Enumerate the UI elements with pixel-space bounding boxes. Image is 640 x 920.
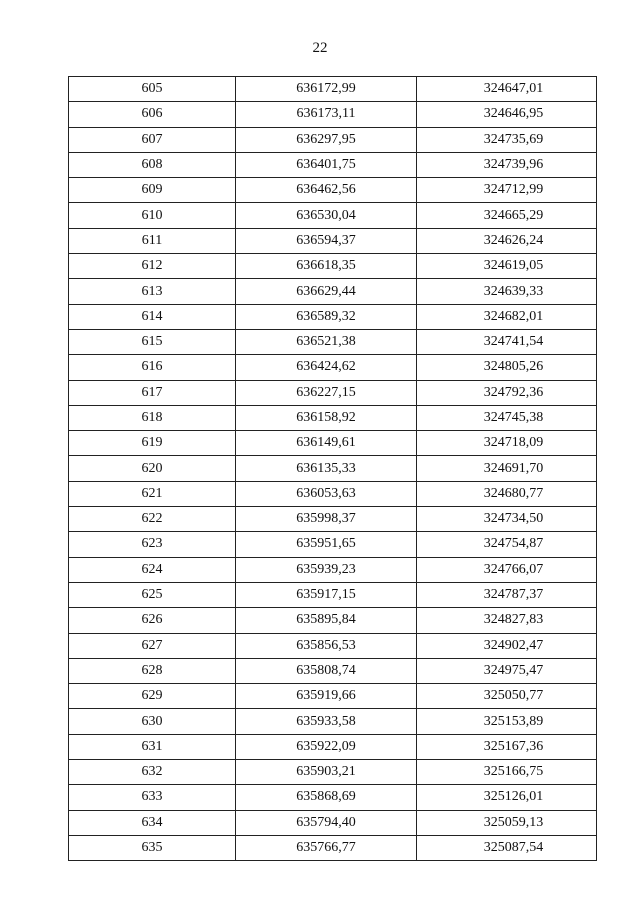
table-row	[69, 810, 597, 835]
point-number-cell: 606	[69, 102, 236, 127]
table-row	[69, 608, 597, 633]
table-row	[69, 785, 597, 810]
table-row	[69, 127, 597, 152]
x-coordinate-cell: 636594,37	[236, 228, 417, 253]
point-number-cell: 623	[69, 532, 236, 557]
point-number-cell: 609	[69, 178, 236, 203]
y-coordinate-cell: 324739,96	[417, 152, 597, 177]
table-row	[69, 835, 597, 860]
y-coordinate-cell: 324712,99	[417, 178, 597, 203]
y-coordinate-cell: 325059,13	[417, 810, 597, 835]
point-number-cell: 616	[69, 355, 236, 380]
table-row	[69, 734, 597, 759]
point-number-cell: 621	[69, 481, 236, 506]
y-coordinate-cell: 324718,09	[417, 431, 597, 456]
x-coordinate-cell: 636530,04	[236, 203, 417, 228]
y-coordinate-cell: 324827,83	[417, 608, 597, 633]
x-coordinate-cell: 636135,33	[236, 456, 417, 481]
point-number-cell: 629	[69, 684, 236, 709]
x-coordinate-cell: 635917,15	[236, 582, 417, 607]
point-number-cell: 627	[69, 633, 236, 658]
y-coordinate-cell: 324754,87	[417, 532, 597, 557]
point-number-cell: 635	[69, 835, 236, 860]
y-coordinate-cell: 325087,54	[417, 835, 597, 860]
coordinates-table-body	[69, 77, 597, 861]
point-number-cell: 610	[69, 203, 236, 228]
table-row	[69, 178, 597, 203]
y-coordinate-cell: 324647,01	[417, 77, 597, 102]
x-coordinate-cell: 635895,84	[236, 608, 417, 633]
point-number-cell: 619	[69, 431, 236, 456]
table-row	[69, 329, 597, 354]
table-row	[69, 304, 597, 329]
point-number-cell: 615	[69, 329, 236, 354]
point-number-cell: 628	[69, 658, 236, 683]
x-coordinate-cell: 636227,15	[236, 380, 417, 405]
x-coordinate-cell: 636297,95	[236, 127, 417, 152]
x-coordinate-cell: 636158,92	[236, 405, 417, 430]
x-coordinate-cell: 635919,66	[236, 684, 417, 709]
point-number-cell: 630	[69, 709, 236, 734]
table-row	[69, 355, 597, 380]
point-number-cell: 608	[69, 152, 236, 177]
x-coordinate-cell: 636618,35	[236, 254, 417, 279]
table-row	[69, 279, 597, 304]
point-number-cell: 617	[69, 380, 236, 405]
point-number-cell: 620	[69, 456, 236, 481]
y-coordinate-cell: 325153,89	[417, 709, 597, 734]
x-coordinate-cell: 636401,75	[236, 152, 417, 177]
point-number-cell: 614	[69, 304, 236, 329]
y-coordinate-cell: 325126,01	[417, 785, 597, 810]
x-coordinate-cell: 636629,44	[236, 279, 417, 304]
x-coordinate-cell: 636173,11	[236, 102, 417, 127]
y-coordinate-cell: 324735,69	[417, 127, 597, 152]
x-coordinate-cell: 636053,63	[236, 481, 417, 506]
y-coordinate-cell: 324745,38	[417, 405, 597, 430]
table-row	[69, 481, 597, 506]
y-coordinate-cell: 324691,70	[417, 456, 597, 481]
y-coordinate-cell: 324626,24	[417, 228, 597, 253]
y-coordinate-cell: 324805,26	[417, 355, 597, 380]
point-number-cell: 633	[69, 785, 236, 810]
table-row	[69, 709, 597, 734]
table-row	[69, 684, 597, 709]
x-coordinate-cell: 635922,09	[236, 734, 417, 759]
point-number-cell: 611	[69, 228, 236, 253]
table-row	[69, 203, 597, 228]
y-coordinate-cell: 324975,47	[417, 658, 597, 683]
point-number-cell: 634	[69, 810, 236, 835]
point-number-cell: 607	[69, 127, 236, 152]
point-number-cell: 625	[69, 582, 236, 607]
table-row	[69, 102, 597, 127]
x-coordinate-cell: 636521,38	[236, 329, 417, 354]
x-coordinate-cell: 636424,62	[236, 355, 417, 380]
x-coordinate-cell: 635794,40	[236, 810, 417, 835]
table-row	[69, 405, 597, 430]
x-coordinate-cell: 635868,69	[236, 785, 417, 810]
table-row	[69, 152, 597, 177]
y-coordinate-cell: 324680,77	[417, 481, 597, 506]
x-coordinate-cell: 636172,99	[236, 77, 417, 102]
point-number-cell: 632	[69, 760, 236, 785]
x-coordinate-cell: 636462,56	[236, 178, 417, 203]
point-number-cell: 622	[69, 507, 236, 532]
point-number-cell: 631	[69, 734, 236, 759]
table-row	[69, 456, 597, 481]
table-row	[69, 77, 597, 102]
y-coordinate-cell: 324741,54	[417, 329, 597, 354]
point-number-cell: 605	[69, 77, 236, 102]
table-row	[69, 633, 597, 658]
x-coordinate-cell: 635933,58	[236, 709, 417, 734]
point-number-cell: 618	[69, 405, 236, 430]
y-coordinate-cell: 325167,36	[417, 734, 597, 759]
point-number-cell: 624	[69, 557, 236, 582]
point-number-cell: 626	[69, 608, 236, 633]
point-number-cell: 613	[69, 279, 236, 304]
y-coordinate-cell: 324665,29	[417, 203, 597, 228]
y-coordinate-cell: 324766,07	[417, 557, 597, 582]
y-coordinate-cell: 324682,01	[417, 304, 597, 329]
table-row	[69, 532, 597, 557]
point-number-cell: 612	[69, 254, 236, 279]
page-number: 22	[312, 40, 328, 56]
table-row	[69, 431, 597, 456]
y-coordinate-cell: 324734,50	[417, 507, 597, 532]
y-coordinate-cell: 324902,47	[417, 633, 597, 658]
y-coordinate-cell: 324639,33	[417, 279, 597, 304]
coordinates-table	[68, 76, 597, 861]
x-coordinate-cell: 635856,53	[236, 633, 417, 658]
x-coordinate-cell: 635951,65	[236, 532, 417, 557]
table-row	[69, 507, 597, 532]
y-coordinate-cell: 325166,75	[417, 760, 597, 785]
table-row	[69, 557, 597, 582]
y-coordinate-cell: 324646,95	[417, 102, 597, 127]
x-coordinate-cell: 635766,77	[236, 835, 417, 860]
table-row	[69, 760, 597, 785]
table-row	[69, 228, 597, 253]
y-coordinate-cell: 324619,05	[417, 254, 597, 279]
table-row	[69, 582, 597, 607]
x-coordinate-cell: 635808,74	[236, 658, 417, 683]
y-coordinate-cell: 324792,36	[417, 380, 597, 405]
table-row	[69, 254, 597, 279]
x-coordinate-cell: 635903,21	[236, 760, 417, 785]
table-row	[69, 658, 597, 683]
y-coordinate-cell: 324787,37	[417, 582, 597, 607]
x-coordinate-cell: 635939,23	[236, 557, 417, 582]
x-coordinate-cell: 635998,37	[236, 507, 417, 532]
x-coordinate-cell: 636589,32	[236, 304, 417, 329]
y-coordinate-cell: 325050,77	[417, 684, 597, 709]
x-coordinate-cell: 636149,61	[236, 431, 417, 456]
table-row	[69, 380, 597, 405]
